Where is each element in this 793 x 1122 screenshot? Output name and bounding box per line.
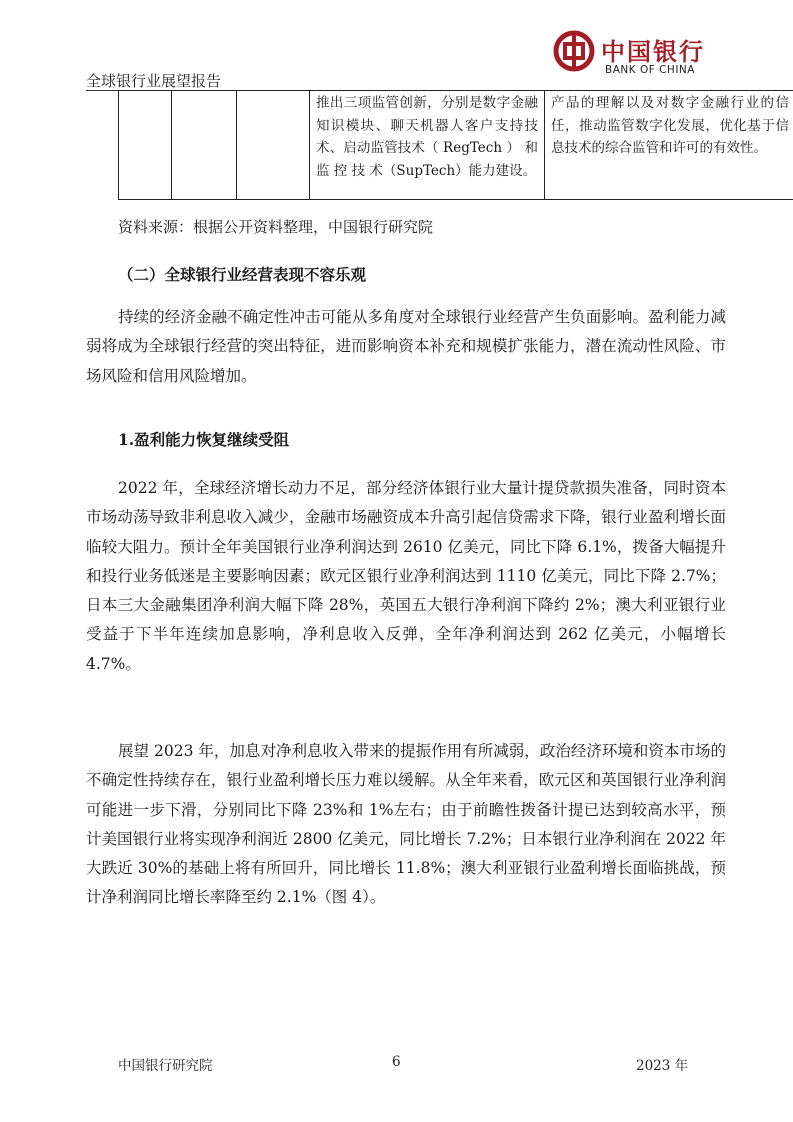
table-cell-empty [172, 91, 237, 200]
footer-org: 中国银行研究院 [118, 1058, 213, 1074]
paragraph-2023: 展望 2023 年，加息对净利息收入带来的提振作用有所减弱，政治经济环境和资本市场的不确定性持续存在，银行业盈利增长压力难以缓解。从全年来看，欧元区和英国银行业净利润可能进一步下滑，分别同比下降 23%和 1%左右；由于前瞻性拨备计提已达到较高水平，预计美国银行业将实现净利润近 2800 亿美元，同比增长 7.2%；日本银行业净利润在 2022 年大跌近 30%的基础上将有所回升，同比增长 11.8%；澳大利亚银行业盈利增长面临挑战，预计净利润同比增长率降至约 2.1%（图 4）。 [86, 742, 726, 907]
report-title: 全球银行业展望报告 [86, 72, 222, 90]
page-number: 6 [392, 1054, 401, 1070]
bank-of-china-emblem-icon [553, 30, 595, 72]
intro-paragraph: 持续的经济金融不确定性冲击可能从多角度对全球银行业经营产生负面影响。盈利能力减弱将成为全球银行经营的突出特征，进而影响资本补充和规模扩张能力，潜在流动性风险、市场风险和信用风险增加。 [86, 308, 726, 385]
table-row [119, 91, 793, 200]
regulation-table-continued [118, 90, 793, 200]
section-heading: （二）全球银行业经营表现不容乐观 [118, 265, 367, 284]
source-note: 资料来源：根据公开资料整理，中国银行研究院 [118, 218, 434, 236]
subsection-heading: 1.盈利能力恢复继续受阻 [118, 430, 290, 449]
table-cell-empty [237, 91, 310, 200]
footer-year: 2023 年 [636, 1058, 689, 1074]
table-cell-measure: 推出三项监管创新，分别是数字金融知识模块、聊天机器人客户支持技术、启动监管技术（ RegTech ） 和 监 控 技 术（SupTech）能力建设。 [310, 91, 545, 200]
bank-logo [553, 28, 713, 84]
paragraph-2022: 2022 年，全球经济增长动力不足，部分经济体银行业大量计提贷款损失准备，同时资本市场动荡导致非利息收入减少，金融市场融资成本升高引起信贷需求下降，银行业盈利增长面临较大阻力。预计全年美国银行业净利润达到 2610 亿美元，同比下降 6.1%，拨备大幅提升和投行业务低迷是主要影响因素；欧元区银行业净利润达到 1110 亿美元，同比下降 2.7%；日本三大金融集团净利润大幅下降 28%，英国五大银行净利润下降约 2%；澳大利亚银行业受益于下半年连续加息影响，净利息收入反弹，全年净利润达到 262 亿美元，小幅增长 4.7%。 [86, 479, 726, 673]
logo-chinese-name: 中国银行 [601, 37, 705, 66]
table-cell-effect: 产品的理解以及对数字金融行业的信任，推动监管数字化发展，优化基于信息技术的综合监管和许可的有效性。 [545, 91, 793, 200]
table-cell-empty [119, 91, 172, 200]
logo-english-name: BANK OF CHINA [605, 64, 695, 76]
